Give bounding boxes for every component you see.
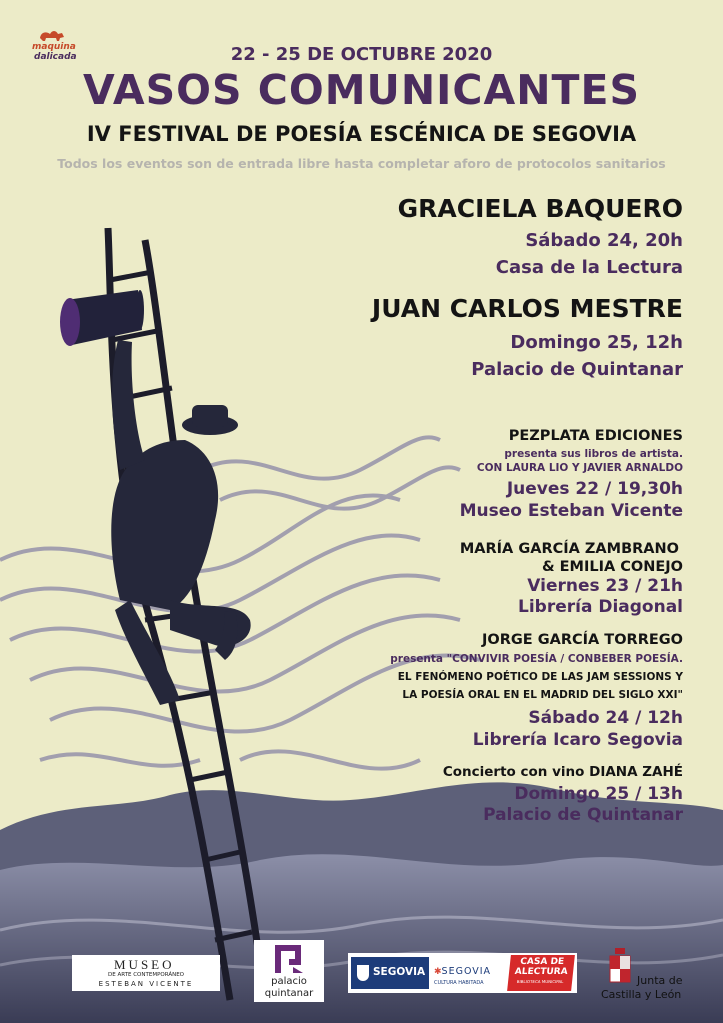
shield-icon bbox=[357, 965, 369, 981]
museo-logo bbox=[72, 955, 220, 991]
event-when: Jueves 22 / 19,30h bbox=[506, 479, 683, 499]
casa-line1: CASA DE bbox=[519, 957, 565, 967]
event-where: Museo Esteban Vicente bbox=[459, 501, 683, 521]
segovia-brand bbox=[434, 959, 504, 986]
museo-sub2: ESTEBAN VICENTE bbox=[98, 980, 194, 988]
event-dates: 22 - 25 DE OCTUBRE 2020 bbox=[230, 44, 493, 65]
event-name: & EMILIA CONEJO bbox=[541, 559, 683, 575]
casa-line3: BIBLIOTECA MUNICIPAL bbox=[516, 979, 564, 984]
palacio-line2: quintanar bbox=[264, 988, 314, 999]
entry-notice: Todos los eventos son de entrada libre hasta completar aforo de protocolos sanitarios bbox=[57, 156, 666, 171]
event-when: Domingo 25 / 13h bbox=[514, 784, 683, 804]
event-desc: LA POESÍA ORAL EN EL MADRID DEL SIGLO XXI" bbox=[402, 689, 683, 701]
junta-logo bbox=[601, 946, 701, 1006]
museo-sub1: DE ARTE CONTEMPORÁNEO bbox=[107, 972, 184, 978]
camel-icon bbox=[38, 28, 66, 42]
event-desc: CON LAURA LIO Y JAVIER ARNALDO bbox=[476, 462, 683, 474]
event-name: Concierto con vino DIANA ZAHÉ bbox=[442, 764, 683, 780]
event-where: Librería Icaro Segovia bbox=[472, 730, 683, 750]
event-desc: EL FENÓMENO POÉTICO DE LAS JAM SESSIONS Y bbox=[397, 671, 683, 683]
event-when: Sábado 24, 20h bbox=[525, 230, 683, 251]
palacio-symbol-icon bbox=[271, 943, 307, 975]
segovia-badge bbox=[351, 957, 429, 989]
junta-line1: Junta de bbox=[637, 974, 683, 987]
logo-line1: maquina bbox=[32, 42, 76, 52]
casa-lectura-logo bbox=[507, 955, 575, 991]
event-name: JORGE GARCÍA TORREGO bbox=[481, 632, 683, 648]
event-when: Sábado 24 / 12h bbox=[528, 708, 683, 728]
logo-line2: dalicada bbox=[34, 52, 77, 62]
junta-line2: Castilla y León bbox=[601, 988, 682, 1001]
page-title: VASOS COMUNICANTES bbox=[82, 66, 641, 114]
event-when: Viernes 23 / 21h bbox=[527, 576, 683, 596]
casa-line2: ALECTURA bbox=[514, 967, 569, 977]
festival-subtitle: IV FESTIVAL DE POESÍA ESCÉNICA DE SEGOVIA bbox=[86, 122, 637, 146]
segovia-logos bbox=[348, 953, 577, 993]
event-desc: presenta "CONVIVIR POESÍA / CONBEBER POESÍA. bbox=[390, 653, 683, 665]
event-where: Palacio de Quintanar bbox=[483, 805, 683, 825]
event-name: JUAN CARLOS MESTRE bbox=[371, 294, 683, 323]
event-where: Librería Diagonal bbox=[517, 597, 683, 617]
coat-of-arms-icon bbox=[609, 948, 631, 986]
event-name: MARÍA GARCÍA ZAMBRANO bbox=[459, 541, 679, 557]
segovia-brand-label: SEGOVIA bbox=[441, 966, 492, 977]
event-where: Casa de la Lectura bbox=[495, 257, 683, 278]
palacio-line1: palacio bbox=[271, 976, 307, 987]
segovia-badge-label: SEGOVIA bbox=[373, 966, 426, 978]
star-icon: ✱ bbox=[434, 967, 442, 977]
palacio-logo bbox=[254, 940, 324, 1002]
segovia-tagline: CULTURA HABITADA bbox=[434, 980, 484, 986]
event-when: Domingo 25, 12h bbox=[510, 332, 683, 353]
event-desc: presenta sus libros de artista. bbox=[504, 448, 683, 460]
museo-title: MUSEO bbox=[114, 957, 175, 972]
event-where: Palacio de Quintanar bbox=[471, 359, 683, 380]
event-name: PEZPLATA EDICIONES bbox=[508, 428, 683, 444]
event-name: GRACIELA BAQUERO bbox=[397, 194, 683, 223]
